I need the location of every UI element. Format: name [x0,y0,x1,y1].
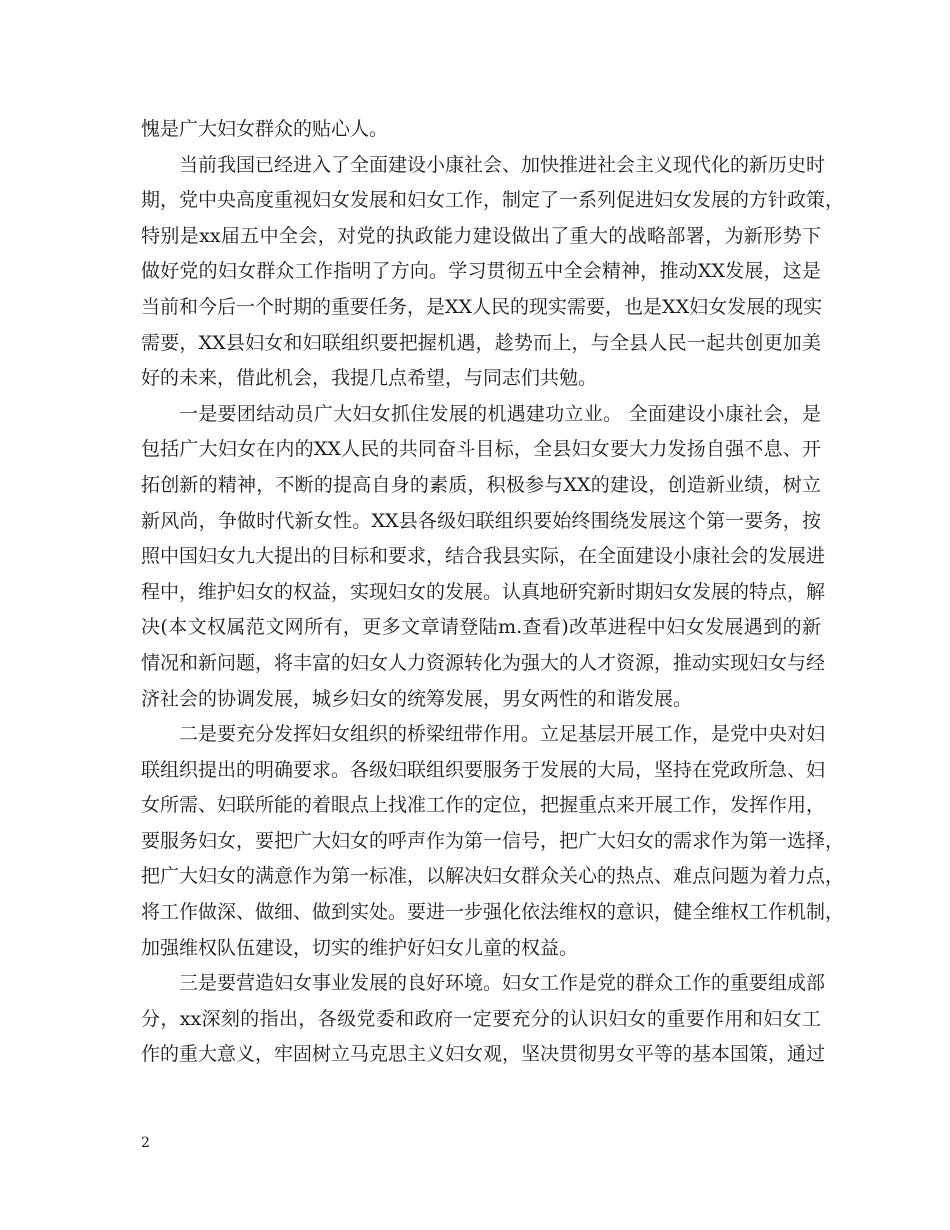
text-line: 将工作做深、做细、做到实处。要进一步强化依法维权的意识，健全维权工作机制， [141,901,845,924]
text-line: 加强维权队伍建设，切实的维护好妇女儿童的权益。 [141,936,579,959]
text-line: 济社会的协调发展，城乡妇女的统筹发展，男女两性的和谐发展。 [141,687,693,710]
text-line: 新风尚，争做时代新女性。XX县各级妇联组织要始终围绕发展这个第一要务，按 [141,509,821,532]
text-line: 决(本文权属范文网所有，更多文章请登陆m.查看)改革进程中妇女发展遇到的新 [141,616,821,639]
text-line: 把广大妇女的满意作为第一标准，以解决妇女群众关心的热点、难点问题为着力点， [141,865,845,888]
paragraph-start-line: 二是要充分发挥妇女组织的桥梁纽带作用。立足基层开展工作，是党中央对妇 [179,723,826,746]
text-line: 好的未来，借此机会，我提几点希望，与同志们共勉。 [141,367,598,390]
text-line: 愧是广大妇女群众的贴心人。 [141,118,389,140]
text-line: 期，党中央高度重视妇女发展和妇女工作，制定了一系列促进妇女发展的方针政策， [141,189,845,212]
text-line: 需要，XX县妇女和妇联组织要把握机遇，趁势而上，与全县人民一起共创更加美 [141,331,821,354]
paragraph-start-line: 一是要团结动员广大妇女抓住发展的机遇建功立业。 全面建设小康社会，是 [179,402,821,425]
page-number: 2 [141,1135,150,1151]
paragraph-start-line: 当前我国已经进入了全面建设小康社会、加快推进社会主义现代化的新历史时 [179,153,826,176]
document-body [141,112,845,1073]
text-line: 拓创新的精神，不断的提高自身的素质，积极参与XX的建设，创造新业绩，树立 [141,473,821,496]
text-line: 当前和今后一个时期的重要任务，是XX人民的现实需要，也是XX妇女发展的现实 [141,295,823,318]
text-line: 情况和新问题，将丰富的妇女人力资源转化为强大的人才资源，推动实现妇女与经 [141,651,826,674]
text-line: 做好党的妇女群众工作指明了方向。学习贯彻五中全会精神，推动XX发展，这是 [141,260,821,283]
text-line: 特别是xx届五中全会，对党的执政能力建设做出了重大的战略部署，为新形势下 [141,224,821,247]
text-line: 包括广大妇女在内的XX人民的共同奋斗目标，全县妇女要大力发扬自强不息、开 [141,438,821,461]
text-line: 联组织提出的明确要求。各级妇联组织要服务于发展的大局，坚持在党政所急、妇 [141,758,826,781]
text-line: 要服务妇女，要把广大妇女的呼声作为第一信号，把广大妇女的需求作为第一选择， [141,829,845,852]
paragraph-start-line: 三是要营造妇女事业发展的良好环境。妇女工作是党的群众工作的重要组成部 [179,972,826,995]
text-line: 照中国妇女九大提出的目标和要求，结合我县实际，在全面建设小康社会的发展进 [141,545,826,568]
text-line: 分，xx深刻的指出，各级党委和政府一定要充分的认识妇女的重要作用和妇女工 [141,1007,821,1030]
text-line: 女所需、妇联所能的着眼点上找准工作的定位，把握重点来开展工作，发挥作用， [141,794,826,817]
text-line: 作的重大意义，牢固树立马克思主义妇女观，坚决贯彻男女平等的基本国策，通过 [141,1043,826,1066]
text-line: 程中，维护妇女的权益，实现妇女的发展。认真地研究新时期妇女发展的特点，解 [141,580,826,603]
